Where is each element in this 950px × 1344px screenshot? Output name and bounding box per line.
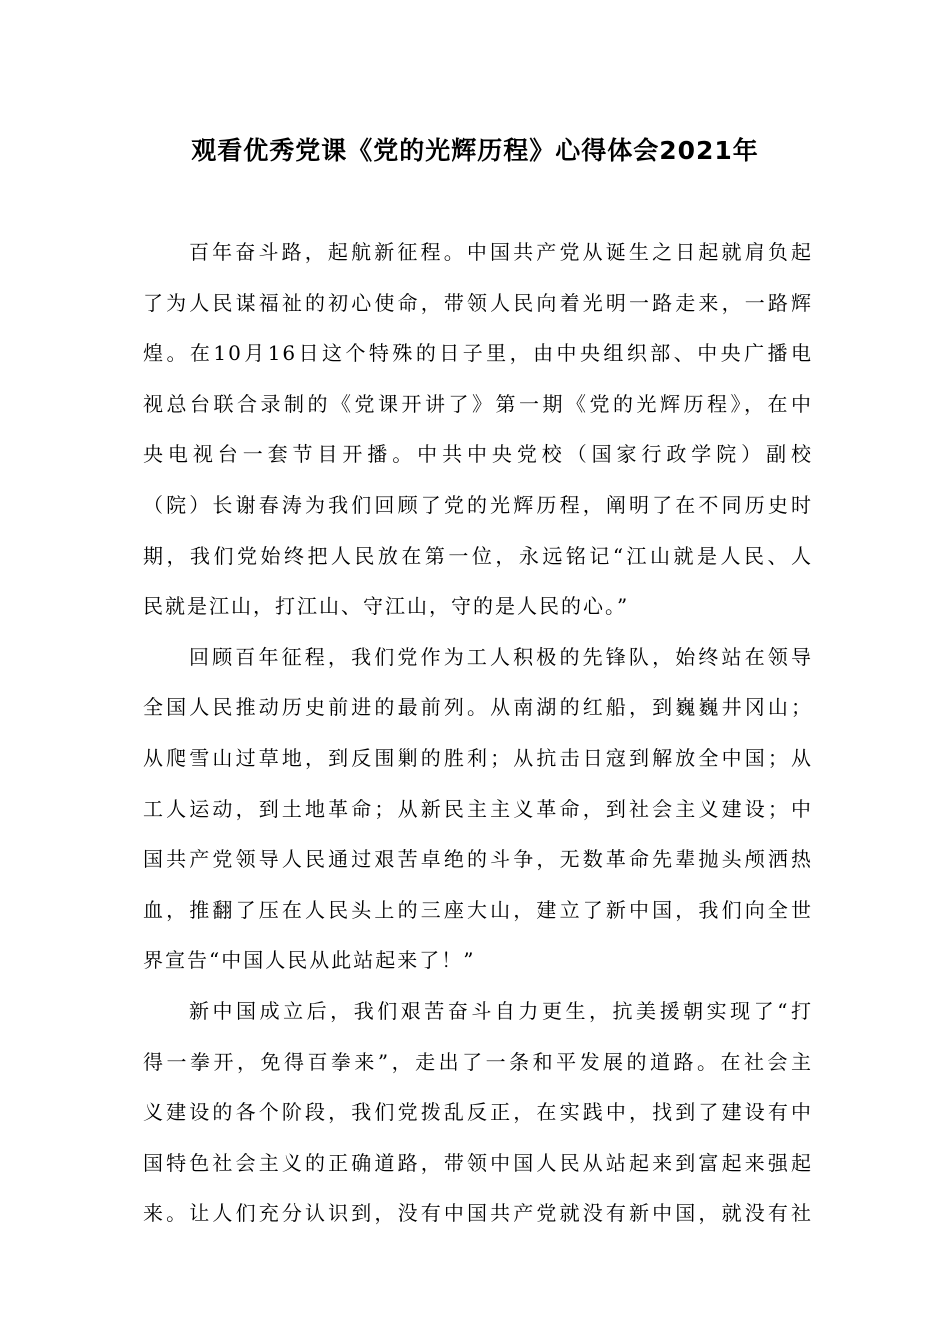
paragraph-3 [143,989,813,1242]
text-line: 界宣告“中国人民从此站起来了！” [143,948,476,973]
text-line: 了为人民谋福祉的初心使命，带领人民向着光明一路走来，一路辉 [143,290,813,315]
text-line: 百年奋斗路，起航新征程。中国共产党从诞生之日起就肩负起 [189,240,813,264]
paragraph-1 [143,230,813,635]
text-line: 工人运动，到土地革命；从新民主主义革命，到社会主义建设；中 [143,796,813,821]
text-line: 央电视台一套节目开播。中共中央党校（国家行政学院）副校 [143,442,813,467]
text-line: （院）长谢春涛为我们回顾了党的光辉历程，阐明了在不同历史时 [143,492,813,517]
text-line: 视总台联合录制的《党课开讲了》第一期《党的光辉历程》，在中 [143,391,813,416]
text-line: 得一拳开，免得百拳来”，走出了一条和平发展的道路。在社会主 [143,1049,813,1074]
text-line: 从爬雪山过草地，到反围剿的胜利；从抗击日寇到解放全中国；从 [143,745,813,770]
text-line: 煌。在10月16日这个特殊的日子里，由中央组织部、中央广播电 [143,341,813,366]
document-body [143,230,813,1242]
text-line: 民就是江山，打江山、守江山，守的是人民的心。” [143,594,630,619]
text-line: 义建设的各个阶段，我们党拨乱反正，在实践中，找到了建设有中 [143,1100,813,1125]
text-line: 血，推翻了压在人民头上的三座大山，建立了新中国，我们向全世 [143,897,813,922]
document-title: 观看优秀党课《党的光辉历程》心得体会2021年 [191,136,759,165]
text-line: 回顾百年征程，我们党作为工人积极的先锋队，始终站在领导 [189,644,813,669]
text-line: 国共产党领导人民通过艰苦卓绝的斗争，无数革命先辈抛头颅洒热 [143,847,813,872]
text-line: 国特色社会主义的正确道路，带领中国人民从站起来到富起来强起 [143,1150,813,1175]
text-line: 期，我们党始终把人民放在第一位，永远铭记“江山就是人民、人 [143,543,813,568]
text-line: 来。让人们充分认识到，没有中国共产党就没有新中国，就没有社 [143,1201,813,1226]
text-line: 新中国成立后，我们艰苦奋斗自力更生，抗美援朝实现了“打 [189,998,813,1023]
paragraph-2 [143,635,813,989]
text-line: 全国人民推动历史前进的最前列。从南湖的红船，到巍巍井冈山； [143,695,813,720]
